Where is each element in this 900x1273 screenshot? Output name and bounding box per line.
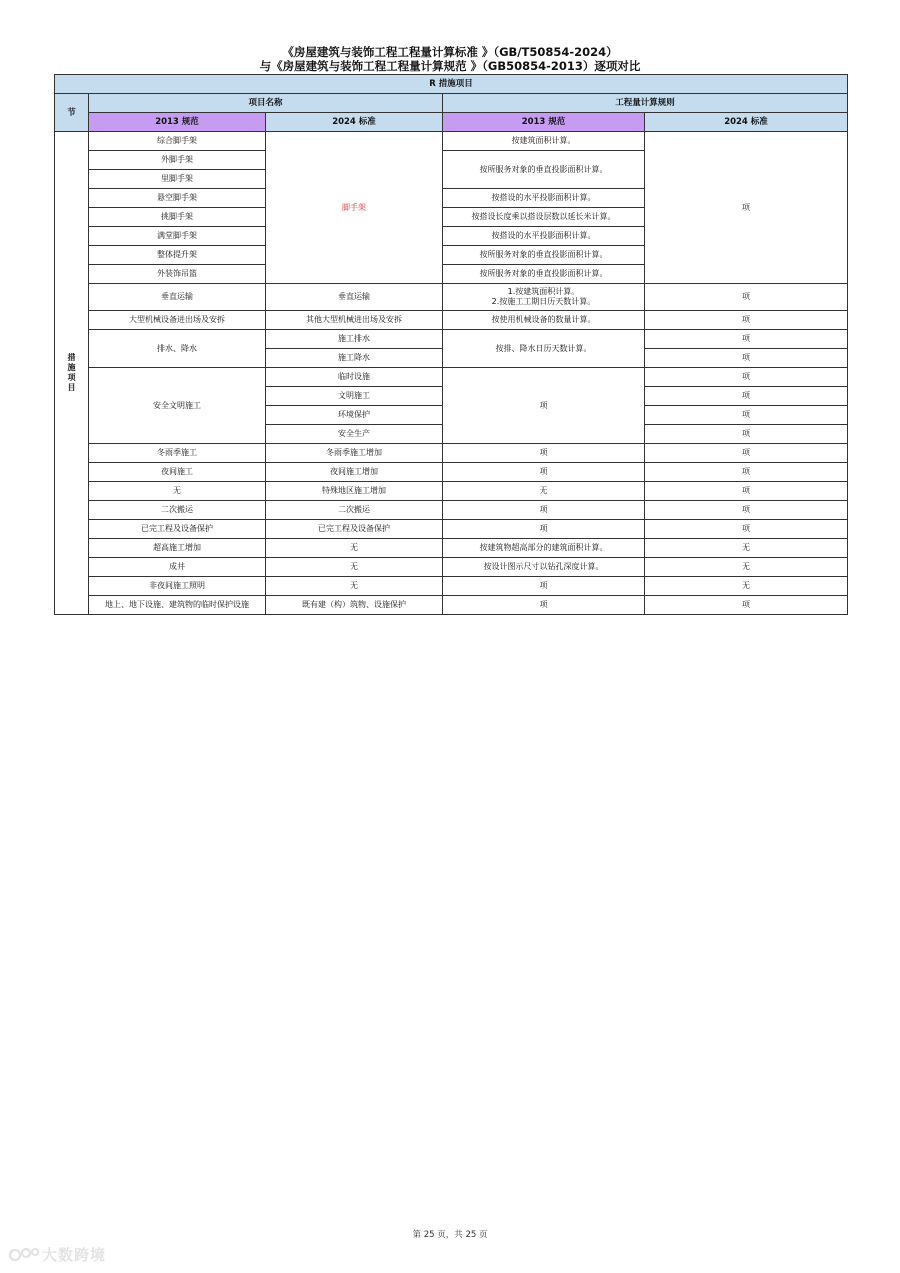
table-cell: 按所服务对象的垂直投影面积计算。	[443, 246, 645, 265]
table-cell: 二次搬运	[89, 501, 266, 520]
table-cell: 安全文明施工	[89, 368, 266, 444]
table-cell: 环境保护	[266, 406, 443, 425]
table-row	[55, 132, 848, 151]
table-row	[55, 368, 848, 387]
table-cell: 项	[645, 132, 848, 284]
table-cell: 非夜间施工照明	[89, 577, 266, 596]
table-cell: 夜间施工	[89, 463, 266, 482]
table-cell: 无	[266, 558, 443, 577]
table-cell: 项	[645, 444, 848, 463]
table-cell: 超高施工增加	[89, 539, 266, 558]
table-cell: 施工降水	[266, 349, 443, 368]
sub-header-2024-name: 2024 标准	[266, 113, 443, 132]
sub-header-2013-name: 2013 规范	[89, 113, 266, 132]
table-cell: 已完工程及设备保护	[89, 520, 266, 539]
col-rules-header: 工程量计算规则	[443, 94, 848, 113]
rule-line: 2.按施工工期日历天数计算。	[491, 297, 596, 306]
table-cell: 项	[645, 596, 848, 615]
table-cell: 大型机械设备进出场及安拆	[89, 311, 266, 330]
document-title-line2: 与《房屋建筑与装饰工程工程量计算规范 》（GB50854-2013）逐项对比	[259, 59, 641, 73]
document-title-line1: 《房屋建筑与装饰工程工程量计算标准 》（GB/T50854-2024）	[282, 45, 618, 59]
table-cell: 项	[443, 577, 645, 596]
watermark-logo	[8, 1244, 106, 1265]
table-cell: 无	[266, 539, 443, 558]
table-cell: 其他大型机械进出场及安拆	[266, 311, 443, 330]
table-cell: 无	[443, 482, 645, 501]
table-cell: 按设计图示尺寸以钻孔深度计算。	[443, 558, 645, 577]
table-cell: 无	[645, 539, 848, 558]
table-cell: 挑脚手架	[89, 208, 266, 227]
table-row	[55, 330, 848, 349]
table-cell: 按搭设长度乘以搭设层数以延长米计算。	[443, 208, 645, 227]
sub-header-2013-rule: 2013 规范	[443, 113, 645, 132]
table-row	[55, 577, 848, 596]
table-cell: 项	[443, 501, 645, 520]
table-cell: 临时设施	[266, 368, 443, 387]
table-cell: 无	[645, 558, 848, 577]
table-cell: 按建筑物超高部分的建筑面积计算。	[443, 539, 645, 558]
table-row	[55, 482, 848, 501]
col-item-name-header: 项目名称	[89, 94, 443, 113]
table-cell: 项	[443, 596, 645, 615]
table-cell: 安全生产	[266, 425, 443, 444]
table-cell: 项	[443, 463, 645, 482]
table-row	[55, 596, 848, 615]
table-cell: 项	[645, 463, 848, 482]
table-cell: 项	[645, 349, 848, 368]
table-cell: 综合脚手架	[89, 132, 266, 151]
table-cell: 按搭设的水平投影面积计算。	[443, 227, 645, 246]
table-cell: 项	[645, 387, 848, 406]
table-cell: 项	[443, 368, 645, 444]
table-cell: 项	[645, 284, 848, 311]
table-cell: 无	[645, 577, 848, 596]
table-row	[55, 501, 848, 520]
section-label-cell	[55, 132, 89, 615]
table-cell: 按搭设的水平投影面积计算。	[443, 189, 645, 208]
table-cell: 满堂脚手架	[89, 227, 266, 246]
logo-text: 大数跨境	[42, 1246, 107, 1264]
table-cell: 里脚手架	[89, 170, 266, 189]
table-cell: 无	[89, 482, 266, 501]
rule-line: 1.按建筑面积计算。	[507, 287, 580, 296]
table-cell: 已完工程及设备保护	[266, 520, 443, 539]
table-row	[55, 284, 848, 311]
table-cell: 无	[266, 577, 443, 596]
table-row	[55, 558, 848, 577]
table-row	[55, 444, 848, 463]
table-row	[55, 520, 848, 539]
table-cell: 冬雨季施工	[89, 444, 266, 463]
table-cell: 项	[645, 520, 848, 539]
table-cell: 按所服务对象的垂直投影面积计算。	[443, 151, 645, 189]
table-cell: 既有建（构）筑物、设施保护	[266, 596, 443, 615]
sub-header-2024-rule: 2024 标准	[645, 113, 848, 132]
table-cell: 文明施工	[266, 387, 443, 406]
table-cell: 整体提升架	[89, 246, 266, 265]
table-cell: 项	[645, 425, 848, 444]
table-cell: 按所服务对象的垂直投影面积计算。	[443, 265, 645, 284]
table-cell: 项	[645, 368, 848, 387]
table-cell: 垂直运输	[89, 284, 266, 311]
table-cell: 项	[443, 444, 645, 463]
table-cell: 特殊地区施工增加	[266, 482, 443, 501]
col-section-header: 节	[55, 94, 89, 132]
section-label: 措施项目	[67, 353, 76, 392]
table-cell: 项	[645, 501, 848, 520]
table-cell: 垂直运输	[266, 284, 443, 311]
comparison-table	[54, 74, 848, 615]
table-cell: 排水、降水	[89, 330, 266, 368]
table-cell: 项	[645, 406, 848, 425]
table-cell: 外脚手架	[89, 151, 266, 170]
table-cell: 项	[443, 520, 645, 539]
table-row	[55, 311, 848, 330]
section-header: R 措施项目	[55, 75, 848, 94]
table-cell	[443, 284, 645, 311]
table-cell: 外装饰吊篮	[89, 265, 266, 284]
table-cell: 二次搬运	[266, 501, 443, 520]
table-cell: 冬雨季施工增加	[266, 444, 443, 463]
table-cell: 项	[645, 311, 848, 330]
table-cell: 按排、降水日历天数计算。	[443, 330, 645, 368]
table-cell: 夜间施工增加	[266, 463, 443, 482]
table-row	[55, 463, 848, 482]
table-cell: 地上、地下设施、建筑物的临时保护设施	[89, 596, 266, 615]
page-footer: 第 25 页，共 25 页	[412, 1230, 488, 1240]
logo-icon	[8, 1246, 40, 1264]
table-cell: 悬空脚手架	[89, 189, 266, 208]
table-cell: 脚手架	[266, 132, 443, 284]
table-cell: 施工排水	[266, 330, 443, 349]
table-cell: 成井	[89, 558, 266, 577]
table-cell: 项	[645, 330, 848, 349]
table-cell: 按使用机械设备的数量计算。	[443, 311, 645, 330]
table-row	[55, 539, 848, 558]
table-cell: 按建筑面积计算。	[443, 132, 645, 151]
table-cell: 项	[645, 482, 848, 501]
